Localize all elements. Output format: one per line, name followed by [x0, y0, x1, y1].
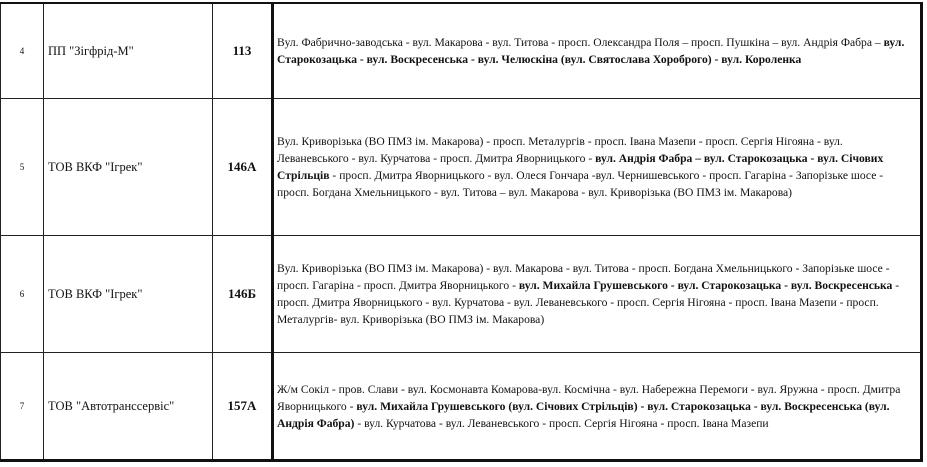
route-segment-bold: вул. Андрія Фабра – вул. Старокозацька - вул. Січових Стрільців [277, 152, 884, 182]
row-number: 7 [1, 353, 44, 461]
route-number: 113 [213, 3, 273, 99]
route-segment: Вул. Фабрично-заводська - вул. Макарова - вул. Титова - просп. Олександра Поля – просп. Пушкіна – вул. Андрія Фабра – [277, 36, 884, 49]
row-number: 4 [1, 3, 44, 99]
route-segment: - вул. Курчатова - вул. Леваневського - просп. Сергія Нігояна - просп. Івана Мазепи [354, 416, 769, 430]
operator-name: ТОВ ВКФ "Ігрек" [44, 99, 213, 236]
route-path [273, 3, 922, 99]
operator-name: ТОВ ВКФ "Ігрек" [44, 236, 213, 353]
routes-table [0, 2, 923, 462]
row-number: 5 [1, 99, 44, 236]
route-segment-bold: вул. Михайла Грушевського - вул. Старокозацька - вул. Воскресенська [518, 279, 893, 292]
row-number: 6 [1, 236, 44, 353]
route-path [273, 99, 922, 236]
route-segment: - просп. Дмитра Яворницького - вул. Олеся Гончара -вул. Чернишевського - просп. Гагаріна - Запорізьке шосе - просп. Богдана Хмельницького - вул. Титова – вул. Макарова - вул. Криворізька (ВО ПМЗ ім. Макарова) [277, 169, 884, 199]
table-row [1, 353, 922, 461]
route-path-text [277, 260, 916, 328]
route-segment: - просп. Дмитра Яворницького - вул. Курчатова - вул. Леваневського - просп. Сергія Нігояна - просп. Івана Мазепи - просп. Металургів- вул. Криворізька (ВО ПМЗ ім. Макарова) [277, 279, 900, 326]
route-segment-bold: вул. Михайла Грушевського (вул. Січових Стрільців) - вул. Старокозацька - вул. Воскресенська (вул. Андрія Фабра) [277, 399, 890, 430]
route-path [273, 353, 922, 461]
route-path [273, 236, 922, 353]
route-segment: Вул. Криворізька (ВО ПМЗ ім. Макарова) - просп. Металургів - просп. Івана Мазепи - просп. Сергія Нігояна - вул. Леваневського - вул. Курчатова - просп. Дмитра Яворницького - [277, 135, 843, 165]
route-number: 157А [213, 353, 273, 461]
operator-name: ТОВ "Автотранссервіс" [44, 353, 213, 461]
route-number: 146А [213, 99, 273, 236]
route-segment-bold: вул. Старокозацька - вул. Воскресенська - вул. Челюскіна (вул. Святослава Хороброго) - вул. Короленка [277, 36, 905, 66]
table-row [1, 3, 922, 99]
route-path-text [277, 34, 916, 68]
route-path-text [277, 133, 916, 201]
table-row [1, 99, 922, 236]
operator-name: ПП "Зігфрід-М" [44, 3, 213, 99]
route-segment: Вул. Криворізька (ВО ПМЗ ім. Макарова) - вул. Макарова - вул. Титова - просп. Богдана Хмельницького - Запорізьке шосе - просп. Гагаріна - просп. Дмитра Яворницького - [277, 262, 890, 292]
route-segment: Ж/м Сокіл - пров. Слави - вул. Космонавта Комарова-вул. Космічна - вул. Набережна Перемоги - вул. Яружна - просп. Дмитра Яворницького - [277, 382, 901, 413]
table-row [1, 236, 922, 353]
route-number: 146Б [213, 236, 273, 353]
route-path-text [277, 381, 916, 432]
